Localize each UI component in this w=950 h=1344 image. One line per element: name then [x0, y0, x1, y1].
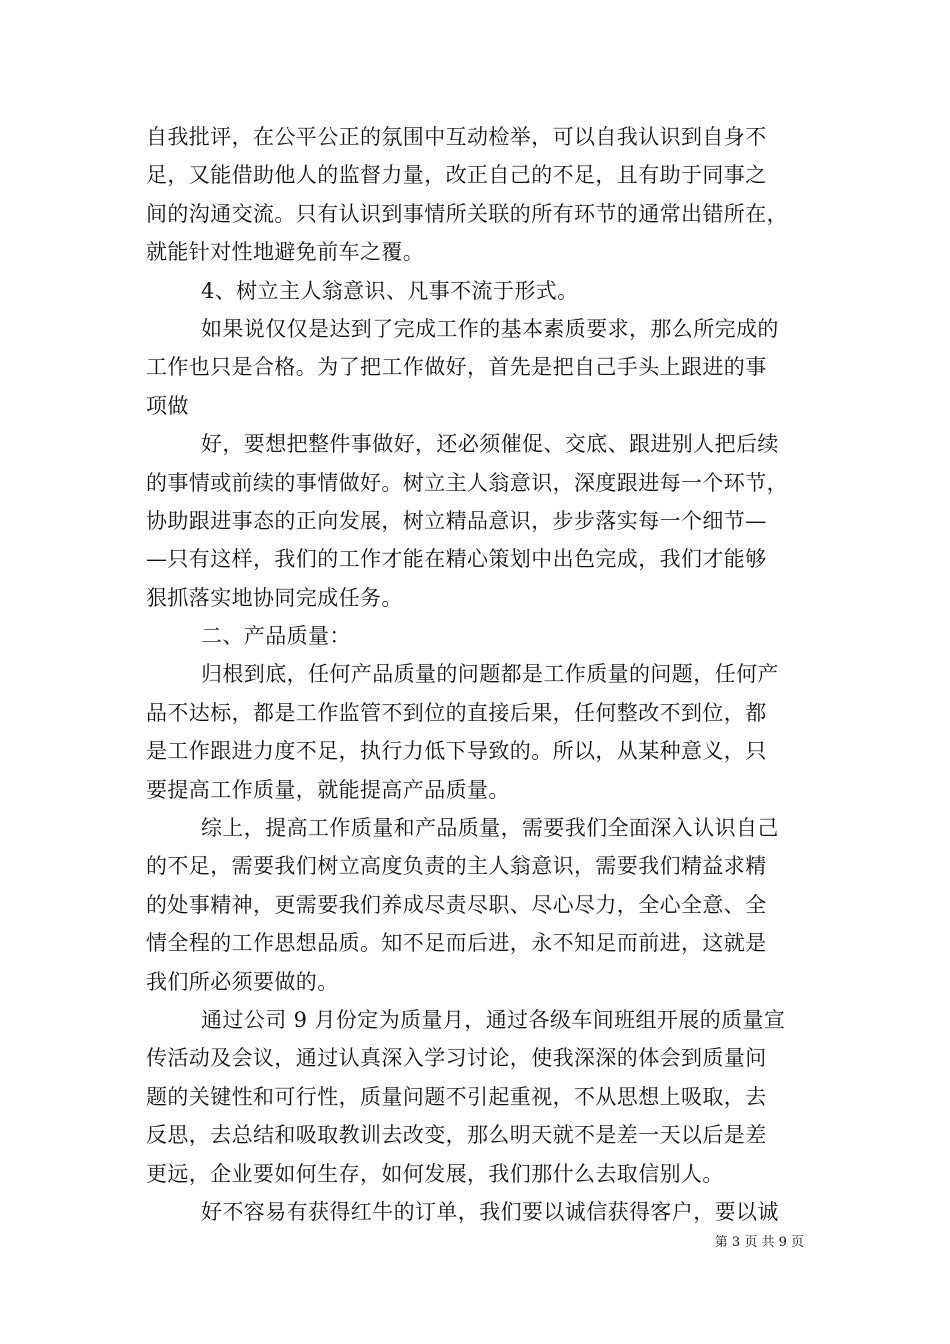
text-line: 间的沟通交流。只有认识到事情所关联的所有环节的通常出错所在， [146, 201, 788, 226]
text-line: 我们所必须要做的。 [146, 969, 339, 994]
text-line: 足，又能借助他人的监督力量，改正自己的不足，且有助于同事之 [146, 163, 767, 188]
text-line: 的不足，需要我们树立高度负责的主人翁意识，需要我们精益求精 [146, 854, 767, 879]
text-line: 情全程的工作思想品质。知不足而后进，永不知足而前进，这就是 [146, 931, 767, 956]
text-line: 狠抓落实地协同完成任务。 [146, 585, 403, 610]
text-line: 的处事精神，更需要我们养成尽责尽职、尽心尽力，全心全意、全 [146, 892, 767, 917]
text-line: 如果说仅仅是达到了完成工作的基本素质要求，那么所完成的 [201, 316, 779, 341]
text-line: 4、树立主人翁意识、凡事不流于形式。 [201, 278, 579, 303]
text-line: 自我批评，在公平公正的氛围中互动检举，可以自我认识到自身不 [146, 125, 767, 149]
text-line: 归根到底，任何产品质量的问题都是工作质量的问题，任何产 [201, 662, 779, 687]
text-line: 通过公司 9 月份定为质量月，通过各级车间班组开展的质量宣 [201, 1007, 786, 1032]
text-line: 题的关键性和可行性，质量问题不引起重视，不从思想上吸取，去 [146, 1084, 767, 1109]
text-line: 综上，提高工作质量和产品质量，需要我们全面深入认识自己 [201, 816, 779, 841]
text-line: 协助跟进事态的正向发展，树立精品意识，步步落实每一个细节— [146, 508, 767, 533]
text-line: 好，要想把整件事做好，还必须催促、交底、跟进别人把后续 [201, 432, 779, 457]
text-line: 项做 [146, 393, 189, 418]
text-line: 品不达标，都是工作监管不到位的直接后果，任何整改不到位，都 [146, 700, 767, 725]
text-line: 的事情或前续的事情做好。树立主人翁意识，深度跟进每一个环节， [146, 470, 788, 495]
text-line: 就能针对性地避免前车之覆。 [146, 240, 425, 265]
text-line: 反思，去总结和吸取教训去改变，那么明天就不是差一天以后是差 [146, 1123, 767, 1148]
text-line: 传活动及会议，通过认真深入学习讨论，使我深深的体会到质量问 [146, 1046, 767, 1071]
text-line: 要提高工作质量，就能提高产品质量。 [146, 777, 510, 802]
text-line: —只有这样，我们的工作才能在精心策划中出色完成，我们才能够 [146, 547, 767, 572]
page-number: 第 3 页 共 9 页 [714, 1235, 804, 1250]
body-text [146, 118, 806, 1231]
text-line: 工作也只是合格。为了把工作做好，首先是把自己手头上跟进的事 [146, 355, 767, 380]
text-line: 更远，企业要如何生存，如何发展，我们那什么去取信别人。 [146, 1161, 724, 1186]
text-line: 二、产品质量： [201, 624, 351, 649]
text-line: 是工作跟进力度不足，执行力低下导致的。所以，从某种意义，只 [146, 739, 767, 764]
text-line: 好不容易有获得红牛的订单，我们要以诚信获得客户，要以诚 [201, 1199, 779, 1224]
